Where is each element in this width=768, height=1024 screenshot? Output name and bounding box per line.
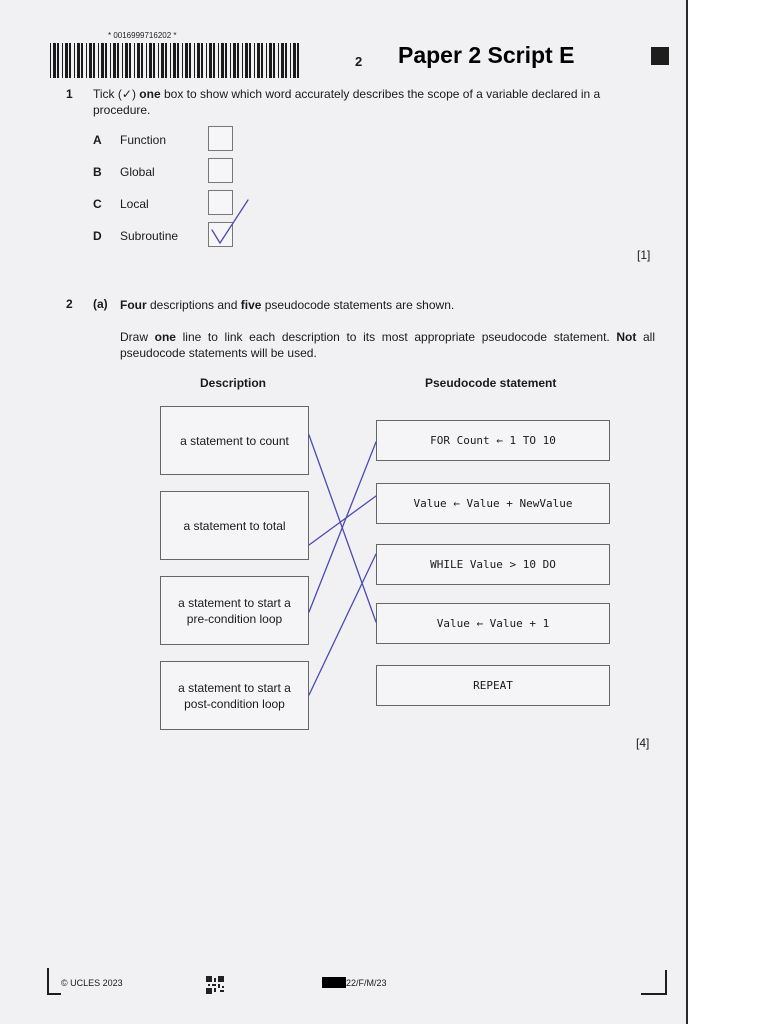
tickbox-b[interactable]	[208, 158, 233, 183]
answer-line-total	[309, 496, 376, 545]
answer-line-post-condition-loop	[309, 554, 376, 695]
option-c-label: Local	[120, 197, 149, 211]
description-box-pre-condition-loop[interactable]: a statement to start a pre-condition loop	[160, 576, 309, 645]
scan-edge	[686, 0, 688, 1024]
statement-box-value-plus-newvalue[interactable]: Value ← Value + NewValue	[376, 483, 610, 524]
pseudocode-heading: Pseudocode statement	[425, 376, 557, 390]
statement-box-for-count[interactable]: FOR Count ← 1 TO 10	[376, 420, 610, 461]
description-box-total[interactable]: a statement to total	[160, 491, 309, 560]
corner-mark-right-vertical	[665, 970, 667, 995]
description-box-count[interactable]: a statement to count	[160, 406, 309, 475]
redaction-block	[322, 977, 346, 988]
corner-mark-right-horizontal	[641, 993, 667, 995]
option-c-letter: C	[93, 197, 102, 211]
footer-copyright: © UCLES 2023	[61, 978, 123, 988]
question-2-number: 2	[66, 297, 73, 311]
statement-box-while[interactable]: WHILE Value > 10 DO	[376, 544, 610, 585]
corner-mark-left-vertical	[47, 968, 49, 995]
option-a-label: Function	[120, 133, 167, 147]
script-title: Paper 2 Script E	[398, 42, 575, 68]
barcode-number: * 0016999716202 *	[108, 31, 177, 40]
barcode-icon	[50, 43, 300, 78]
question-2-instruction: Draw one line to link each description to its most appropriate pseudocode statement. Not all pseudocode statements will be used.	[120, 330, 656, 360]
question-2-part: (a)	[93, 297, 108, 311]
page-number: 2	[355, 54, 363, 69]
description-heading: Description	[200, 376, 267, 390]
tickbox-c[interactable]	[208, 190, 233, 215]
question-2-intro: Four descriptions and five pseudocode statements are shown.	[120, 298, 455, 312]
answer-line-count	[309, 435, 376, 622]
tickbox-a[interactable]	[208, 126, 233, 151]
statement-box-value-plus-one[interactable]: Value ← Value + 1	[376, 603, 610, 644]
qr-code-icon	[206, 976, 224, 994]
question-2-marks: [4]	[636, 736, 650, 750]
question-1-number: 1	[66, 87, 73, 101]
option-b-letter: B	[93, 165, 102, 179]
corner-square-mark	[651, 47, 669, 65]
question-1-text: Tick (✓) one box to show which word accurately describes the scope of a variable declared in a procedure.	[93, 87, 601, 117]
statement-box-repeat[interactable]: REPEAT	[376, 665, 610, 706]
description-box-post-condition-loop[interactable]: a statement to start a post-condition loop	[160, 661, 309, 730]
answer-line-pre-condition-loop	[309, 442, 376, 612]
option-d-letter: D	[93, 229, 102, 243]
tickbox-d[interactable]	[208, 222, 233, 247]
corner-mark-left-horizontal	[47, 993, 61, 995]
option-b-label: Global	[120, 165, 155, 179]
option-a-letter: A	[93, 133, 102, 147]
footer-paper-code: 22/F/M/23	[346, 978, 387, 988]
question-1-marks: [1]	[637, 248, 651, 262]
option-d-label: Subroutine	[120, 229, 179, 243]
